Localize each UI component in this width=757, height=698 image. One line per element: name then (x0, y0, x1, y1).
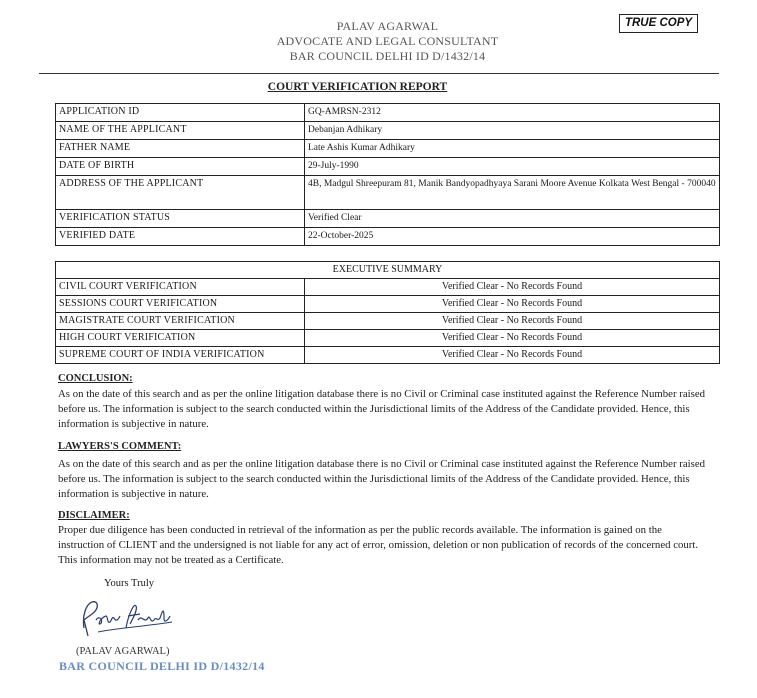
table-row (56, 347, 720, 364)
handwritten-signature (78, 598, 178, 640)
letterhead (0, 19, 757, 64)
table-row (56, 104, 720, 122)
table-row (56, 228, 720, 246)
verification-type: SUPREME COURT OF INDIA VERIFICATION (56, 347, 305, 364)
conclusion-text: As on the date of this search and as per the online litigation database there is no Civil or Criminal case instituted against the Reference Number raised before us. The information is subject to the search conducted within the Jurisdictional limits of the Address of the Candidate provided. Hence, this information is subjective in nature. (58, 388, 706, 430)
lawyers-comment-text: As on the date of this search and as per the online litigation database there is no Civil or Criminal case instituted against the Reference Number raised before us. The information is subject to the search conducted within the Jurisdictional limits of the Address of the Candidate provided. Hence, this information is subjective in nature. (58, 458, 706, 500)
closing: Yours Truly (104, 578, 155, 589)
field-value: 29-July-1990 (305, 158, 720, 176)
table-row (56, 279, 720, 296)
lawyers-comment-heading: LAWYERS'S COMMENT: (58, 441, 182, 452)
table-row (56, 313, 720, 330)
verification-result: Verified Clear - No Records Found (305, 279, 720, 296)
field-value: 4B, Madgul Shreepuram 81, Manik Bandyopadhyaya Sarani Moore Avenue Kolkata West Bengal - 700040 (305, 176, 720, 210)
table-row (56, 122, 720, 140)
field-label: NAME OF THE APPLICANT (56, 122, 305, 140)
field-value: GQ-AMRSN-2312 (305, 104, 720, 122)
verification-result: Verified Clear - No Records Found (305, 330, 720, 347)
verification-type: HIGH COURT VERIFICATION (56, 330, 305, 347)
field-value: Debanjan Adhikary (305, 122, 720, 140)
table-row (56, 176, 720, 210)
verification-result: Verified Clear - No Records Found (305, 313, 720, 330)
advocate-bar-id: BAR COUNCIL DELHI ID D/1432/14 (289, 49, 486, 63)
field-label: DATE OF BIRTH (56, 158, 305, 176)
table-row (56, 262, 720, 279)
verification-type: SESSIONS COURT VERIFICATION (56, 296, 305, 313)
table-row (56, 330, 720, 347)
table-row (56, 210, 720, 228)
signatory-name: (PALAV AGARWAL) (76, 646, 170, 657)
field-label: VERIFICATION STATUS (56, 210, 305, 228)
field-value: 22-October-2025 (305, 228, 720, 246)
table-row (56, 158, 720, 176)
field-label: VERIFIED DATE (56, 228, 305, 246)
report-title: COURT VERIFICATION REPORT (267, 81, 448, 93)
field-label: APPLICATION ID (56, 104, 305, 122)
field-value: Verified Clear (305, 210, 720, 228)
field-label: ADDRESS OF THE APPLICANT (56, 176, 305, 210)
disclaimer-heading: DISCLAIMER: (58, 510, 130, 521)
verification-type: MAGISTRATE COURT VERIFICATION (56, 313, 305, 330)
field-value: Late Ashis Kumar Adhikary (305, 140, 720, 158)
conclusion-heading: CONCLUSION: (58, 373, 133, 384)
disclaimer-text: Proper due diligence has been conducted in retrieval of the information as per the public records available. The information is gained on the instruction of CLIENT and the undersigned is not liable for any act of error, omission, deletion or non publication of records of the concerned court. This information may not be treated as a Certificate. (58, 524, 699, 566)
table-row (56, 296, 720, 313)
advocate-title: ADVOCATE AND LEGAL CONSULTANT (276, 34, 499, 48)
table-row (56, 140, 720, 158)
header-divider (39, 73, 719, 74)
verification-result: Verified Clear - No Records Found (305, 347, 720, 364)
verification-type: CIVIL COURT VERIFICATION (56, 279, 305, 296)
applicant-info-table (55, 103, 720, 246)
executive-summary-table (55, 261, 720, 364)
verification-result: Verified Clear - No Records Found (305, 296, 720, 313)
field-label: FATHER NAME (56, 140, 305, 158)
signatory-bar-id: BAR COUNCIL DELHI ID D/1432/14 (59, 659, 265, 673)
advocate-name: PALAV AGARWAL (336, 19, 439, 33)
executive-summary-heading: EXECUTIVE SUMMARY (56, 262, 720, 279)
true-copy-stamp: TRUE COPY (619, 14, 698, 33)
